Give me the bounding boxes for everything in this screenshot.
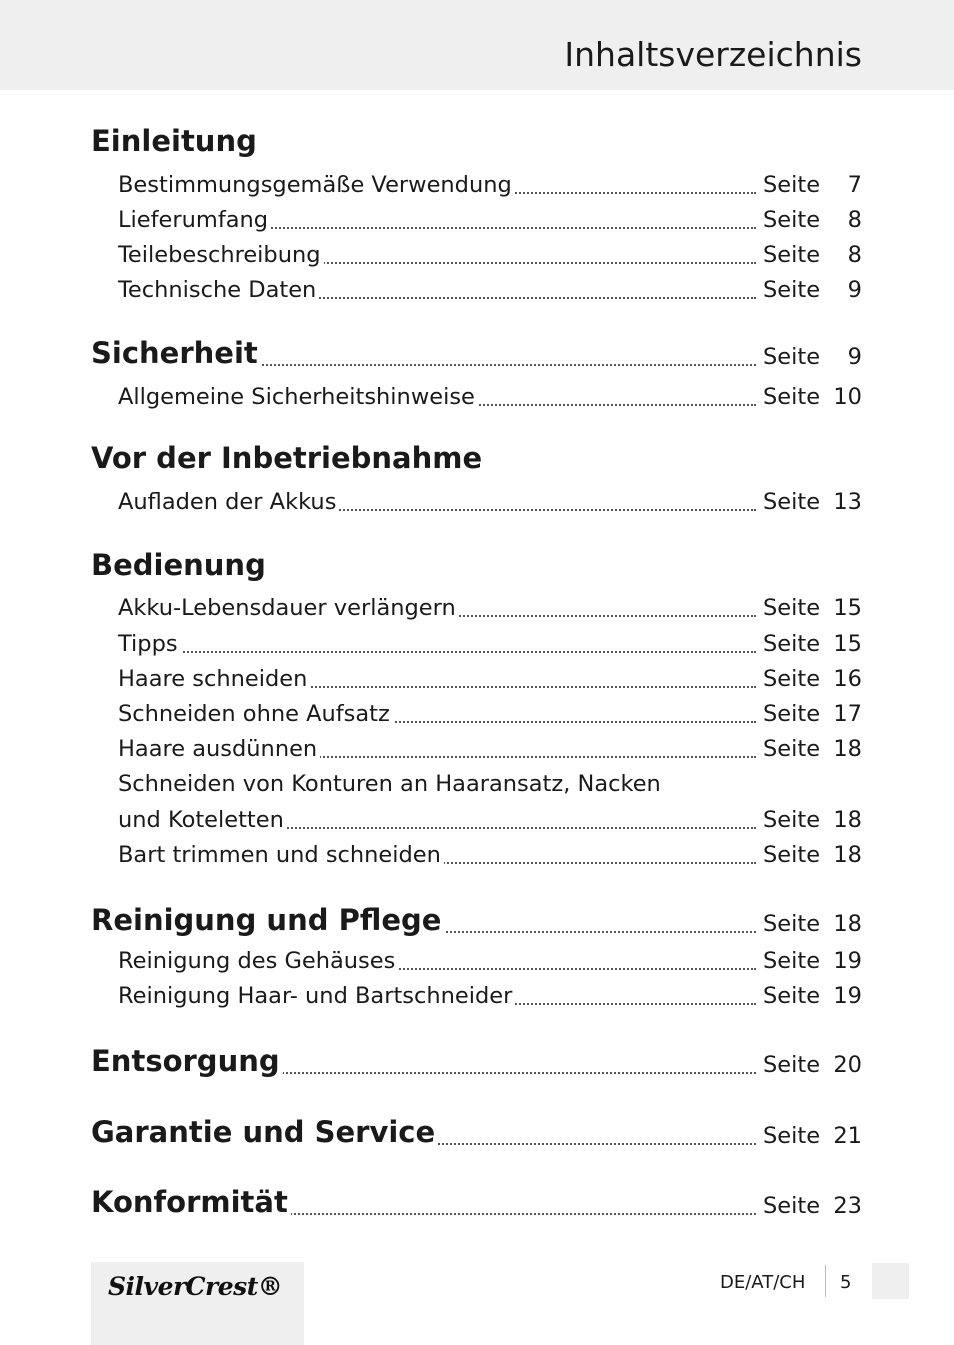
toc-entry — [0, 380, 954, 412]
toc-entry — [0, 485, 954, 517]
toc-page-number: 23 — [833, 1192, 862, 1219]
toc-section-title: Garantie und Service — [91, 1118, 438, 1147]
region-label: DE/AT/CH — [720, 1272, 806, 1293]
seite-label: Seite — [758, 633, 820, 656]
seite-label: Seite — [758, 209, 820, 232]
toc-page-number: 19 — [833, 947, 862, 974]
toc-page-number: 20 — [833, 1051, 862, 1078]
toc-page-number: 9 — [847, 343, 862, 370]
seite-label: Seite — [758, 844, 820, 867]
seite-label: Seite — [758, 491, 820, 514]
footer-marker-box — [872, 1263, 909, 1299]
seite-label: Seite — [758, 174, 820, 197]
toc-section — [0, 548, 954, 584]
toc-entry-label: Lieferumfang — [118, 209, 271, 232]
seite-label: Seite — [758, 1054, 820, 1077]
toc-page-number: 21 — [833, 1122, 862, 1149]
page-number: 5 — [840, 1272, 852, 1293]
toc-page-number: 9 — [847, 276, 862, 303]
seite-label: Seite — [758, 913, 820, 936]
toc-entry — [0, 591, 954, 623]
toc-section-title: Entsorgung — [91, 1047, 283, 1076]
toc-entry-label: Bestimmungsgemäße Verwendung — [118, 174, 515, 197]
toc-entry-label: Haare schneiden — [118, 668, 310, 691]
toc-section — [0, 1044, 954, 1080]
toc-section — [0, 441, 954, 477]
toc-entry — [0, 273, 954, 305]
toc-page-number: 15 — [833, 594, 862, 621]
toc-section-title: Sicherheit — [91, 339, 261, 368]
toc-entry — [0, 662, 954, 694]
toc-entry-label: Tipps — [118, 633, 181, 656]
footer-divider — [825, 1265, 826, 1297]
toc-page-number: 18 — [833, 806, 862, 833]
brand-logo-tab — [91, 1262, 304, 1345]
seite-label: Seite — [758, 1195, 820, 1218]
seite-label: Seite — [758, 668, 820, 691]
seite-label: Seite — [758, 597, 820, 620]
toc-entry — [0, 203, 954, 235]
seite-label: Seite — [758, 985, 820, 1008]
toc-page-number: 15 — [833, 630, 862, 657]
toc-entry-label: Teilebeschreibung — [118, 244, 324, 267]
seite-label: Seite — [758, 809, 820, 832]
leader-dots — [120, 651, 756, 653]
toc-page-number: 10 — [833, 383, 862, 410]
toc-entry — [0, 732, 954, 764]
seite-label: Seite — [758, 738, 820, 761]
toc-entry — [0, 767, 954, 799]
toc-entry-label: Technische Daten — [118, 279, 319, 302]
seite-label: Seite — [758, 386, 820, 409]
toc-section-title: Einleitung — [91, 127, 260, 156]
toc-entry — [0, 627, 954, 659]
toc-section — [0, 1185, 954, 1221]
toc-page-number: 8 — [847, 241, 862, 268]
seite-label: Seite — [758, 1125, 820, 1148]
toc-entry — [0, 979, 954, 1011]
toc-page-number: 18 — [833, 735, 862, 762]
page-title: Inhaltsverzeichnis — [564, 35, 862, 74]
seite-label: Seite — [758, 244, 820, 267]
toc-entry-label: Allgemeine Sicherheitshinweise — [118, 386, 478, 409]
toc-entry — [0, 803, 954, 835]
toc-page-number: 17 — [833, 700, 862, 727]
toc-entry-label: Reinigung Haar- und Bartschneider — [118, 985, 515, 1008]
toc-page-number: 18 — [833, 841, 862, 868]
seite-label: Seite — [758, 279, 820, 302]
toc-entry-label: Akku-Lebensdauer verlängern — [118, 597, 459, 620]
toc-entry-label: Schneiden ohne Aufsatz — [118, 703, 393, 726]
toc-page-number: 8 — [847, 206, 862, 233]
toc-entry — [0, 697, 954, 729]
toc-entry-label: Reinigung des Gehäuses — [118, 950, 398, 973]
toc-entry — [0, 944, 954, 976]
toc-entry — [0, 238, 954, 270]
toc-page-number: 13 — [833, 488, 862, 515]
seite-label: Seite — [758, 950, 820, 973]
toc-section — [0, 903, 954, 939]
toc-page-number: 19 — [833, 982, 862, 1009]
toc-section-title: Bedienung — [91, 551, 269, 580]
silvercrest-logo: SilverCrest® — [108, 1272, 283, 1301]
toc-entry — [0, 838, 954, 870]
toc-entry-label: Haare ausdünnen — [118, 738, 320, 761]
toc-entry — [0, 168, 954, 200]
toc-entry-label: Bart trimmen und schneiden — [118, 844, 444, 867]
toc-section — [0, 1115, 954, 1151]
toc-section-title: Reinigung und Pflege — [91, 906, 444, 935]
toc-section — [0, 336, 954, 372]
seite-label: Seite — [758, 703, 820, 726]
toc-section — [0, 124, 954, 160]
toc-page-number: 16 — [833, 665, 862, 692]
toc-page-number: 7 — [847, 171, 862, 198]
toc-section-title: Vor der Inbetriebnahme — [91, 444, 485, 473]
toc-section-title: Konformität — [91, 1188, 291, 1217]
toc-entry-label: Schneiden von Konturen an Haaransatz, Nacken — [118, 773, 664, 796]
toc-page-number: 18 — [833, 910, 862, 937]
toc-entry-label: und Koteletten — [118, 809, 287, 832]
toc-entry-label: Aufladen der Akkus — [118, 491, 339, 514]
seite-label: Seite — [758, 346, 820, 369]
